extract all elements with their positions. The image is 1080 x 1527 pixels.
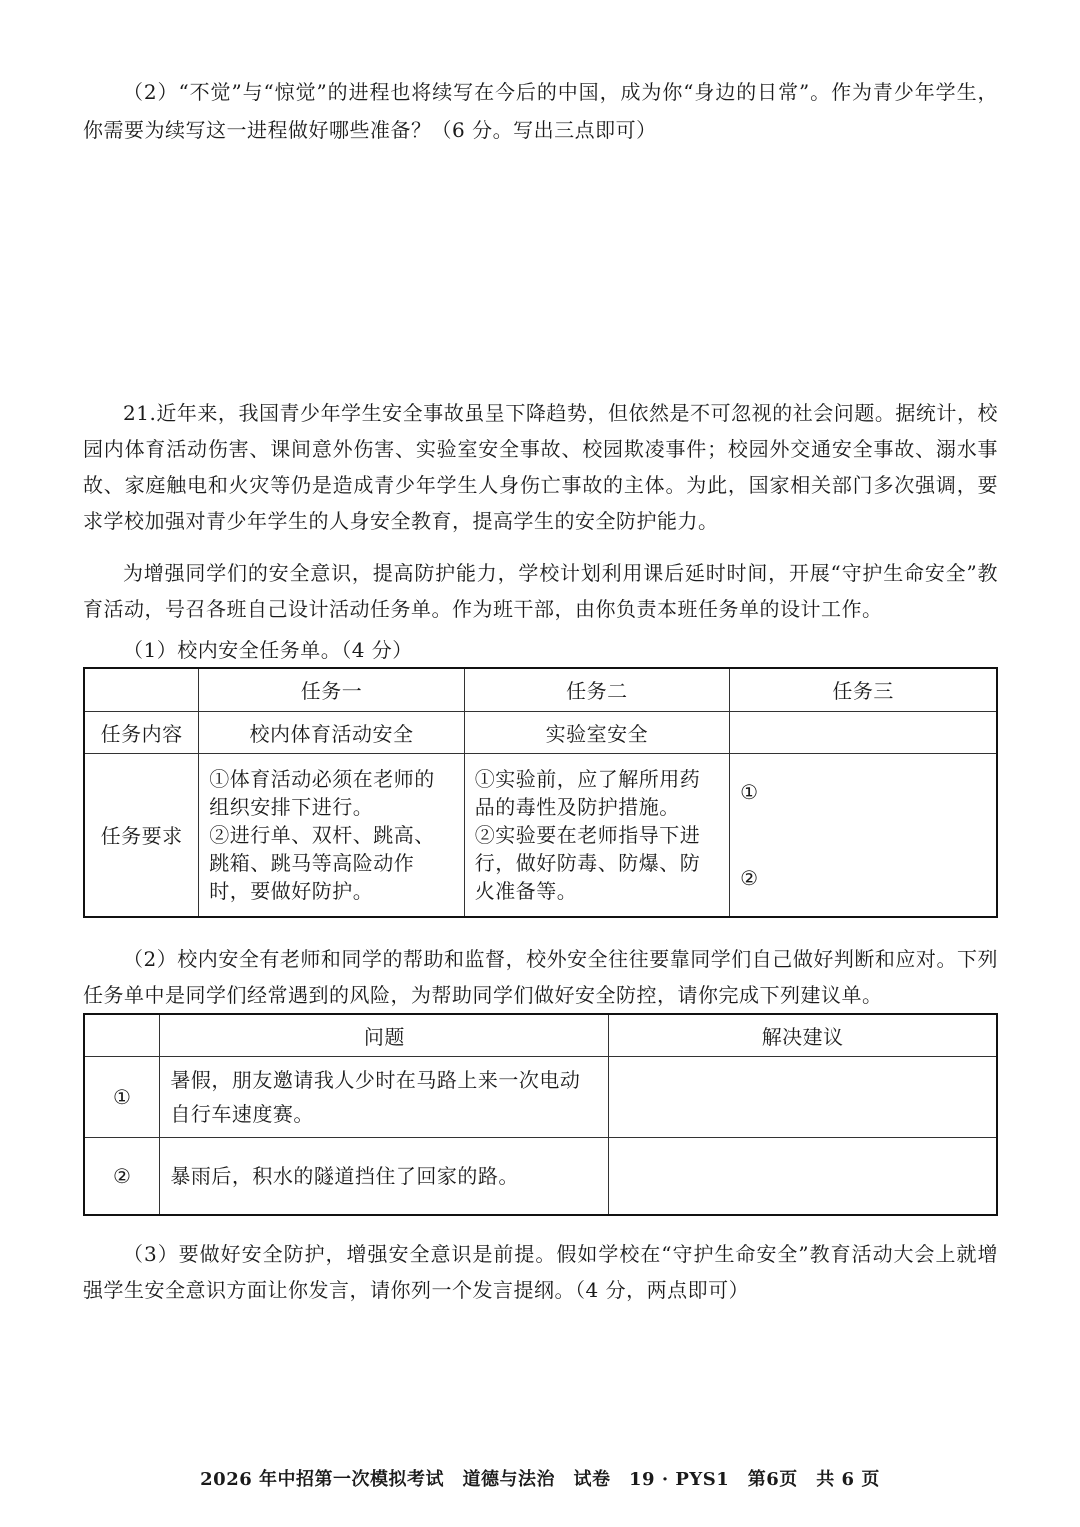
row-number: ①: [84, 1056, 160, 1137]
campus-safety-task-table: [83, 667, 998, 918]
table1-corner-cell: [84, 668, 199, 711]
question-20-part-2: （2）“不觉”与“惊觉”的进程也将续写在今后的中国，成为你“身边的日常”。作为青少年学生，你需要为续写这一进程做好哪些准备？（6 分。写出三点即可）: [83, 80, 998, 142]
task-3-blank-mark-1: ①: [740, 779, 759, 804]
table2-corner-cell: [84, 1014, 160, 1056]
problem-text: 暴雨后，积水的隧道挡住了回家的路。: [170, 1163, 519, 1188]
row-number: ②: [84, 1137, 160, 1215]
row-label-task-content: 任务内容: [84, 711, 199, 753]
header-task-2: 任务二: [464, 668, 729, 711]
header-task-3: 任务三: [730, 668, 997, 711]
task-3-content-blank[interactable]: [730, 711, 997, 753]
task-2-content: 实验室安全: [464, 711, 729, 753]
question-21-activity: 为增强同学们的安全意识，提高防护能力，学校计划利用课后延时时间，开展“守护生命安全”教育活动，号召各班自己设计活动任务单。作为班干部，由你负责本班任务单的设计工作。: [83, 561, 998, 621]
task-2-requirements: [464, 753, 729, 917]
page-footer: 2026 年中招第一次模拟考试 道德与法治 试卷 19 · PYS1 第6页 共 6 页: [200, 1469, 880, 1490]
suggestion-blank[interactable]: [609, 1137, 997, 1215]
problem-cell: [160, 1137, 609, 1215]
task-2-requirement-2: ②实验要在老师指导下进行，做好防毒、防爆、防火准备等。: [474, 822, 701, 903]
question-21-part-3: （3）要做好安全防护，增强安全意识是前提。假如学校在“守护生命安全”教育活动大会上就增强学生安全意识方面让你发言，请你列一个发言提纲。（4 分，两点即可）: [83, 1242, 998, 1302]
question-21-intro: 21.近年来，我国青少年学生安全事故虽呈下降趋势，但依然是不可忽视的社会问题。据统计，校园内体育活动伤害、课间意外伤害、实验室安全事故、校园欺凌事件；校园外交通安全事故、溺水事故、家庭触电和火灾等仍是造成青少年学生人身伤亡事故的主体。为此，国家相关部门多次强调，要求学校加强对青少年学生的人身安全教育，提高学生的安全防护能力。: [83, 401, 998, 533]
part-1-title: （1）校内安全任务单。（4 分）: [123, 638, 413, 662]
problem-text: 暑假，朋友邀请我人少时在马路上来一次电动自行车速度赛。: [170, 1067, 581, 1126]
task-1-requirement-2: ②进行单、双杆、跳高、跳箱、跳马等高险动作时，要做好防护。: [209, 822, 435, 903]
off-campus-suggestion-table: [83, 1013, 998, 1216]
header-problem: 问题: [160, 1014, 609, 1056]
suggestion-blank[interactable]: [609, 1056, 997, 1137]
task-3-blank-mark-2: ②: [740, 865, 759, 890]
question-21-part-2: （2）校内安全有老师和同学的帮助和监督，校外安全往往要靠同学们自己做好判断和应对。下列任务单中是同学们经常遇到的风险，为帮助同学们做好安全防控，请你完成下列建议单。: [83, 947, 998, 1007]
row-label-task-requirements: 任务要求: [84, 753, 199, 917]
task-2-requirement-1: ①实验前，应了解所用药品的毒性及防护措施。: [474, 766, 701, 819]
task-1-requirement-1: ①体育活动必须在老师的组织安排下进行。: [209, 766, 435, 819]
task-1-requirements: [199, 753, 464, 917]
task-3-requirements-blank[interactable]: [730, 753, 997, 917]
task-1-content: 校内体育活动安全: [199, 711, 464, 753]
header-task-1: 任务一: [199, 668, 464, 711]
header-suggestion: 解决建议: [609, 1014, 997, 1056]
problem-cell: [160, 1056, 609, 1137]
